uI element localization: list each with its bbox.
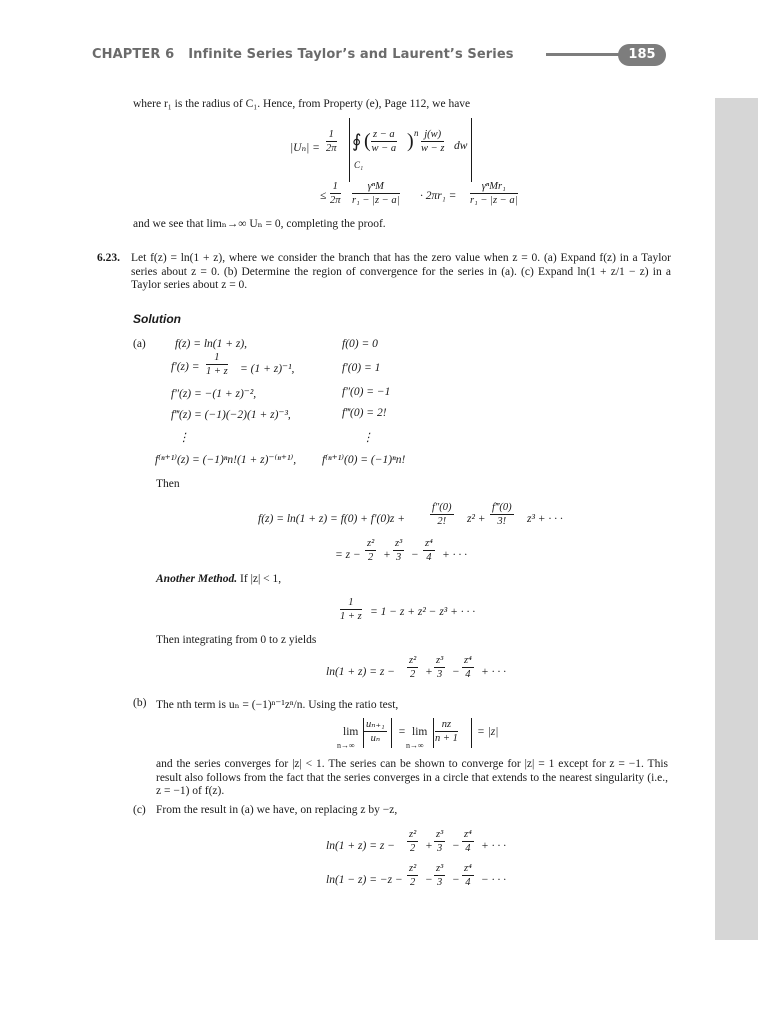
- series-a-op2: −: [411, 549, 419, 561]
- eq2-frac1: $\frac{1}{2\pi}$: [330, 181, 341, 206]
- integrate-text: Then integrating from 0 to z yields: [156, 634, 317, 646]
- chapter-title: Infinite Series Taylor’s and Laurent’s Series: [188, 47, 514, 62]
- series-a-op1: +: [383, 549, 391, 561]
- series-a-tail: + · · ·: [442, 549, 468, 561]
- deriv-left-3: f‴(z) = (−1)(−2)(1 + z)⁻³,: [171, 409, 291, 421]
- series-int-term2: $\frac{\text{z²}}{2}$: [409, 655, 417, 680]
- series-c1-op1: +: [425, 840, 433, 852]
- convergence-text: and the series converges for |z| < 1. The series can be shown to converge for |z| = 1 except for z = −1. This result also follows from the fact that the series converges in a circle that extends to the nearest singularity (i.e., z = −1) of f(z).: [156, 758, 668, 797]
- series-c2-term4: $\frac{\text{z⁴}}{4}$: [464, 863, 472, 888]
- taylor-z2: z² +: [467, 513, 486, 525]
- series-c1-term3: $\frac{\text{z³}}{3}$: [436, 829, 444, 854]
- another-method-condition: If |z| < 1,: [240, 573, 282, 585]
- eq1-left-abs-bar: [349, 118, 350, 182]
- series-c2-op1: −: [425, 874, 433, 886]
- eq2-middle: · 2πr₁ =: [420, 190, 457, 202]
- deriv-right-2: f″(0) = −1: [342, 386, 391, 398]
- series-c1-term4: $\frac{\text{z⁴}}{4}$: [464, 829, 472, 854]
- ratio-result: = |z|: [477, 726, 499, 738]
- deriv-left-2: f″(z) = −(1 + z)⁻²,: [171, 388, 257, 400]
- taylor-term3-frac: $\frac{f‴(0)}{3!}$: [492, 502, 512, 527]
- part-b-label: (b): [133, 697, 147, 709]
- another-method-label: Another Method.: [156, 573, 238, 585]
- eq1-integral: ∮: [352, 131, 362, 151]
- deriv-left-0: f(z) = ln(1 + z),: [175, 338, 248, 350]
- series-int-tail: + · · ·: [481, 666, 507, 678]
- series-a-term3: $\frac{\text{z³}}{3}$: [395, 538, 403, 563]
- series-c2-term3: $\frac{\text{z³}}{3}$: [436, 863, 444, 888]
- ratio-frac-1: $\frac{\text{uₙ₊₁}}{\text{uₙ}}$: [366, 719, 385, 744]
- eq1-paren-close: ): [407, 130, 414, 152]
- deriv-right-3: f‴(0) = 2!: [342, 407, 387, 419]
- series-a-lead: = z −: [335, 549, 361, 561]
- problem-number: 6.23.: [97, 252, 120, 264]
- chapter-label: CHAPTER 6: [92, 47, 175, 62]
- header-rule: [546, 53, 626, 56]
- part-b-text: The nth term is uₙ = (−1)ⁿ⁻¹zⁿ/n. Using the ratio test,: [156, 699, 399, 711]
- page-number-badge: 185: [618, 44, 666, 66]
- part-a-label: (a): [133, 338, 146, 350]
- series-a-term2: $\frac{\text{z²}}{2}$: [367, 538, 375, 563]
- part-c-label: (c): [133, 804, 146, 816]
- deriv-left-1-frac: $\frac{1}{1 + z}$: [206, 352, 228, 377]
- deriv-right-0: f(0) = 0: [342, 338, 378, 350]
- intro-text: where r₁ is the radius of C₁. Hence, from Property (e), Page 112, we have: [133, 98, 471, 110]
- deriv-left-vdots: ⋮: [178, 432, 190, 444]
- running-header: [92, 47, 514, 62]
- series-c2-op2: −: [452, 874, 460, 886]
- ratio-abs-bar-2r: [471, 718, 472, 748]
- series-int-term4: $\frac{\text{z⁴}}{4}$: [464, 655, 472, 680]
- then-label: Then: [156, 478, 180, 490]
- geometric-rhs: = 1 − z + z² − z³ + · · ·: [370, 606, 476, 618]
- eq1-contour-label: C₁: [354, 160, 364, 170]
- taylor-lhs: f(z) = ln(1 + z) = f(0) + f′(0)z +: [258, 513, 406, 525]
- series-int-lhs: ln(1 + z) = z −: [326, 666, 395, 678]
- deriv-left-5: f⁽ⁿ⁺¹⁾(z) = (−1)ⁿn!(1 + z)⁻⁽ⁿ⁺¹⁾,: [155, 454, 297, 466]
- ratio-lim-1: lim: [343, 726, 359, 738]
- series-c1-term2: $\frac{\text{z²}}{2}$: [409, 829, 417, 854]
- eq1-j-fraction: $\frac{j(w)}{w - z}$: [421, 129, 445, 154]
- series-int-op2: −: [452, 666, 460, 678]
- intro-conclusion: and we see that limₙ→∞ Uₙ = 0, completing the proof.: [133, 218, 386, 230]
- series-c2-term2: $\frac{\text{z²}}{2}$: [409, 863, 417, 888]
- geometric-frac: $\frac{1}{1 + z}$: [340, 597, 362, 622]
- eq2-frac2: $\frac{\text{γⁿM}}{\text{r₁ − |z − a|}}$: [352, 181, 400, 206]
- series-c1-op2: −: [452, 840, 460, 852]
- eq1-coefficient: $\frac{1}{2\pi}$: [326, 129, 337, 154]
- ratio-lim-2: lim: [412, 726, 428, 738]
- deriv-right-1: f′(0) = 1: [342, 362, 381, 374]
- another-method: [156, 573, 281, 585]
- ratio-equals: =: [398, 726, 406, 738]
- taylor-z3: z³ + · · ·: [527, 513, 563, 525]
- series-int-term3: $\frac{\text{z³}}{3}$: [436, 655, 444, 680]
- ratio-lim-2-sub: n→∞: [406, 741, 424, 750]
- eq1-right-abs-bar: [471, 118, 472, 182]
- ratio-abs-bar-2l: [433, 718, 434, 748]
- deriv-right-5: f⁽ⁿ⁺¹⁾(0) = (−1)ⁿn!: [322, 454, 406, 466]
- ratio-lim-1-sub: n→∞: [337, 741, 355, 750]
- series-c2-lhs: ln(1 − z) = −z −: [326, 874, 403, 886]
- deriv-right-vdots: ⋮: [362, 432, 374, 444]
- part-c-text: From the result in (a) we have, on replacing z by −z,: [156, 804, 398, 816]
- deriv-left-1-lhs: f′(z) =: [171, 361, 200, 373]
- eq2-le: ≤: [320, 190, 327, 202]
- eq1-lhs: |Uₙ| =: [290, 142, 320, 154]
- ratio-abs-bar-1r: [391, 718, 392, 748]
- eq1-dw: dw: [454, 140, 468, 152]
- eq1-power: n: [414, 128, 419, 138]
- solution-heading: Solution: [133, 312, 181, 326]
- eq2-frac3: $\frac{\text{γⁿMr₁}}{\text{r₁ − |z − a|}}$: [470, 181, 518, 206]
- page-margin-sidebar: [715, 98, 758, 940]
- series-a-term4: $\frac{\text{z⁴}}{4}$: [425, 538, 433, 563]
- series-int-op1: +: [425, 666, 433, 678]
- problem-statement: Let f(z) = ln(1 + z), where we consider the branch that has the zero value when z = 0. (a) Expand f(z) in a Taylor series about z = 0. (b) Determine the region of convergence for the series in (a). (c) Expand ln(1 + z/1 − z) in a Taylor series about z = 0.: [131, 252, 671, 291]
- ratio-frac-2: $\frac{nz}{n + 1}$: [435, 719, 458, 744]
- eq1-paren-open: (: [364, 130, 371, 152]
- taylor-term2-frac: $\frac{f''(0)}{2!}$: [432, 502, 452, 527]
- series-c1-tail: + · · ·: [481, 840, 507, 852]
- deriv-left-1-rhs: = (1 + z)⁻¹,: [240, 363, 295, 375]
- series-c1-lhs: ln(1 + z) = z −: [326, 840, 395, 852]
- eq1-inner-fraction: $\frac{z - a}{w - a}$: [371, 129, 397, 154]
- series-c2-tail: − · · ·: [481, 874, 507, 886]
